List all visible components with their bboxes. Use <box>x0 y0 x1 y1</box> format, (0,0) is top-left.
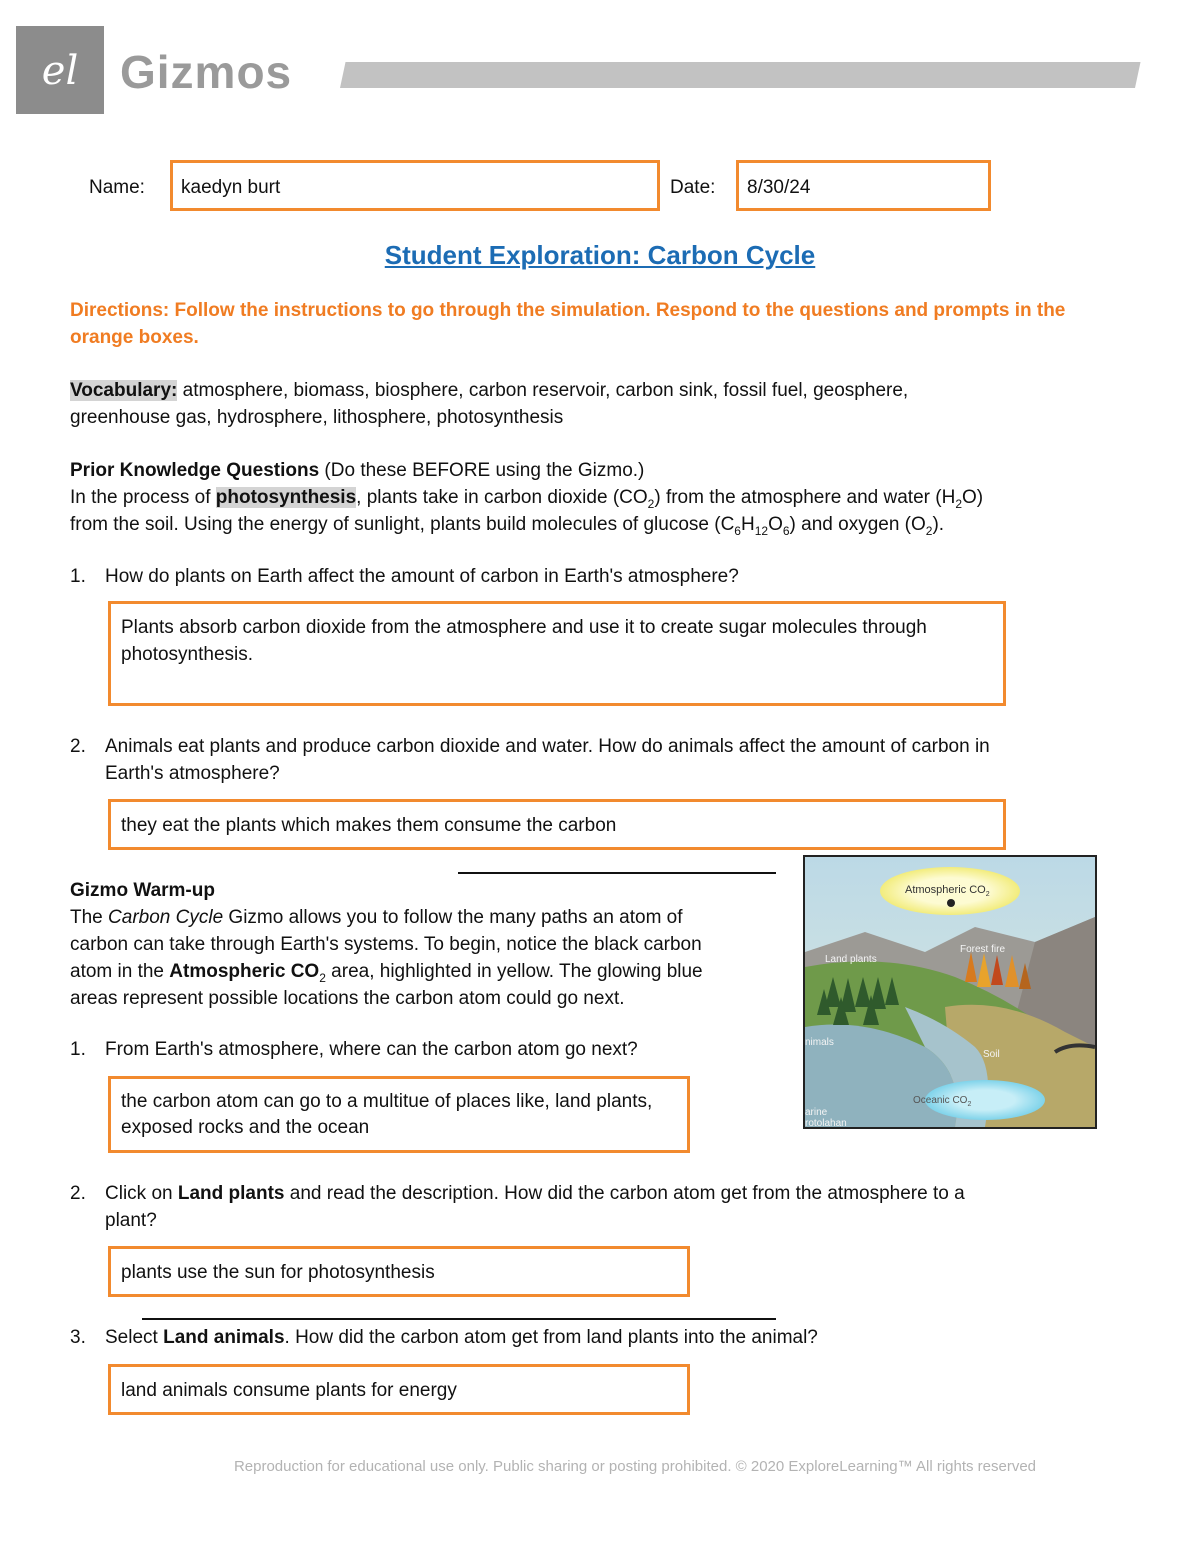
prior-answer-2-box[interactable] <box>108 799 1006 850</box>
warmup-answer-2: plants use the sun for photosynthesis <box>121 1262 435 1283</box>
warmup-answer-3-box[interactable] <box>108 1364 690 1415</box>
warmup-section <box>70 877 800 1012</box>
prior-heading: Prior Knowledge Questions <box>70 460 320 481</box>
name-label: Name: <box>89 177 145 198</box>
warmup-text: Gizmo allows you to follow the many paths an atom of <box>223 907 683 928</box>
name-value: kaedyn burt <box>181 177 281 198</box>
separator-line <box>142 1318 776 1320</box>
label-land-animals: nimals <box>805 1037 834 1048</box>
label-oceanic-co2: Oceanic CO <box>913 1095 968 1106</box>
question-number: 2. <box>70 1183 86 1204</box>
prior-text: , plants take in carbon dioxide (CO <box>356 487 648 508</box>
label-atmospheric-co2: Atmospheric CO <box>905 884 986 896</box>
carbon-cycle-illustration <box>805 857 1095 1127</box>
warmup-answer-3: land animals consume plants for energy <box>121 1380 457 1401</box>
prior-text: ). <box>932 514 945 535</box>
label-marine-2: rotolahan <box>805 1118 847 1127</box>
prior-text: O <box>768 514 783 535</box>
question-text: Select <box>105 1327 164 1348</box>
warmup-question-1 <box>70 1036 800 1063</box>
land-animals-term: Land animals <box>163 1327 285 1348</box>
vocabulary-line1: atmosphere, biomass, biosphere, carbon reservoir, carbon sink, fossil fuel, geosphere, <box>177 380 909 401</box>
warmup-text: The <box>70 907 109 928</box>
gizmo-name: Carbon Cycle <box>108 907 224 928</box>
separator-line <box>458 872 776 874</box>
question-number: 1. <box>70 1039 86 1060</box>
question-text: From Earth's atmosphere, where can the carbon atom go next? <box>105 1039 638 1060</box>
subscript: 6 <box>782 523 790 538</box>
prior-text: ) from the atmosphere and water (H <box>654 487 956 508</box>
subscript: 2 <box>319 970 326 985</box>
svg-text:Atmospheric CO2 <box>905 884 990 898</box>
warmup-answer-1: the carbon atom can go to a multitue of places like, land plants, exposed rocks and the ocean <box>121 1091 653 1138</box>
question-text: Animals eat plants and produce carbon dioxide and water. How do animals affect the amount of carbon in <box>105 736 990 757</box>
prior-answer-2: they eat the plants which makes them consume the carbon <box>121 815 617 836</box>
question-text: Earth's atmosphere? <box>105 763 280 784</box>
prior-question-1 <box>70 563 1150 590</box>
vocabulary <box>70 377 1130 431</box>
date-label: Date: <box>670 177 716 198</box>
question-number: 1. <box>70 566 86 587</box>
warmup-text: area, highlighted in yellow. The glowing blue <box>325 961 703 982</box>
gizmos-logo-word: Gizmos <box>120 46 293 98</box>
directions: Directions: Follow the instructions to go through the simulation. Respond to the questions and prompts in the orange boxes. <box>70 300 1066 348</box>
atmospheric-term: Atmospheric CO <box>169 961 320 982</box>
prior-text: H <box>740 514 755 535</box>
question-text: and read the description. How did the carbon atom get from the atmosphere to a <box>284 1183 965 1204</box>
subscript: 2 <box>925 523 933 538</box>
name-field[interactable] <box>170 160 660 211</box>
footer-copyright: Reproduction for educational use only. Public sharing or posting prohibited. © 2020 ExploreLearning™ All rights reserved <box>233 1458 1037 1475</box>
prior-text: O) <box>962 487 984 508</box>
subscript: 2 <box>647 496 655 511</box>
label-marine: arine <box>805 1107 828 1118</box>
prior-text: ) and oxygen (O <box>789 514 926 535</box>
prior-text: from the soil. Using the energy of sunlight, plants build molecules of glucose (C <box>70 514 735 535</box>
subscript: 12 <box>754 523 769 538</box>
date-value: 8/30/24 <box>747 177 811 198</box>
header-banner <box>340 62 1141 88</box>
subscript: 2 <box>985 891 990 898</box>
subscript: 6 <box>734 523 741 538</box>
warmup-text: areas represent possible locations the carbon atom could go next. <box>70 988 625 1009</box>
label-soil: Soil <box>983 1049 1000 1060</box>
warmup-question-3 <box>70 1324 1160 1351</box>
carbon-cycle-figure <box>803 855 1097 1129</box>
question-text: plant? <box>105 1210 157 1231</box>
question-text: How do plants on Earth affect the amount of carbon in Earth's atmosphere? <box>105 566 739 587</box>
warmup-answer-2-box[interactable] <box>108 1246 690 1297</box>
date-field[interactable] <box>736 160 991 211</box>
warmup-heading: Gizmo Warm-up <box>70 880 215 901</box>
prior-heading-note: (Do these BEFORE using the Gizmo.) <box>319 460 645 481</box>
warmup-answer-1-box[interactable] <box>108 1076 690 1153</box>
vocabulary-line2: greenhouse gas, hydrosphere, lithosphere, photosynthesis <box>70 407 564 428</box>
page-title: Student Exploration: Carbon Cycle <box>384 240 816 270</box>
prior-question-2 <box>70 733 1160 787</box>
question-number: 2. <box>70 736 86 757</box>
label-forest-fire: Forest fire <box>960 944 1006 955</box>
prior-text: In the process of <box>70 487 216 508</box>
question-number: 3. <box>70 1327 86 1348</box>
label-land-plants: Land plants <box>825 954 877 965</box>
photosynthesis-term: photosynthesis <box>215 487 357 508</box>
gizmos-logo-icon <box>16 26 104 114</box>
subscript: 2 <box>967 1101 972 1108</box>
warmup-text: carbon can take through Earth's systems. To begin, notice the black carbon <box>70 934 702 955</box>
svg-text:el: el <box>41 48 79 94</box>
subscript: 2 <box>955 496 962 511</box>
question-text: Click on <box>105 1183 178 1204</box>
prior-answer-1: Plants absorb carbon dioxide from the atmosphere and use it to create sugar molecules through photosynthesis. <box>121 617 927 665</box>
el-monogram-icon <box>16 26 104 114</box>
land-plants-term: Land plants <box>177 1183 285 1204</box>
prior-answer-1-box[interactable] <box>108 601 1006 706</box>
vocabulary-label: Vocabulary: <box>70 380 178 401</box>
warmup-text: atom in the <box>70 961 170 982</box>
prior-knowledge <box>70 457 1150 538</box>
warmup-question-2 <box>70 1180 1160 1234</box>
question-text: . How did the carbon atom get from land plants into the animal? <box>284 1327 818 1348</box>
